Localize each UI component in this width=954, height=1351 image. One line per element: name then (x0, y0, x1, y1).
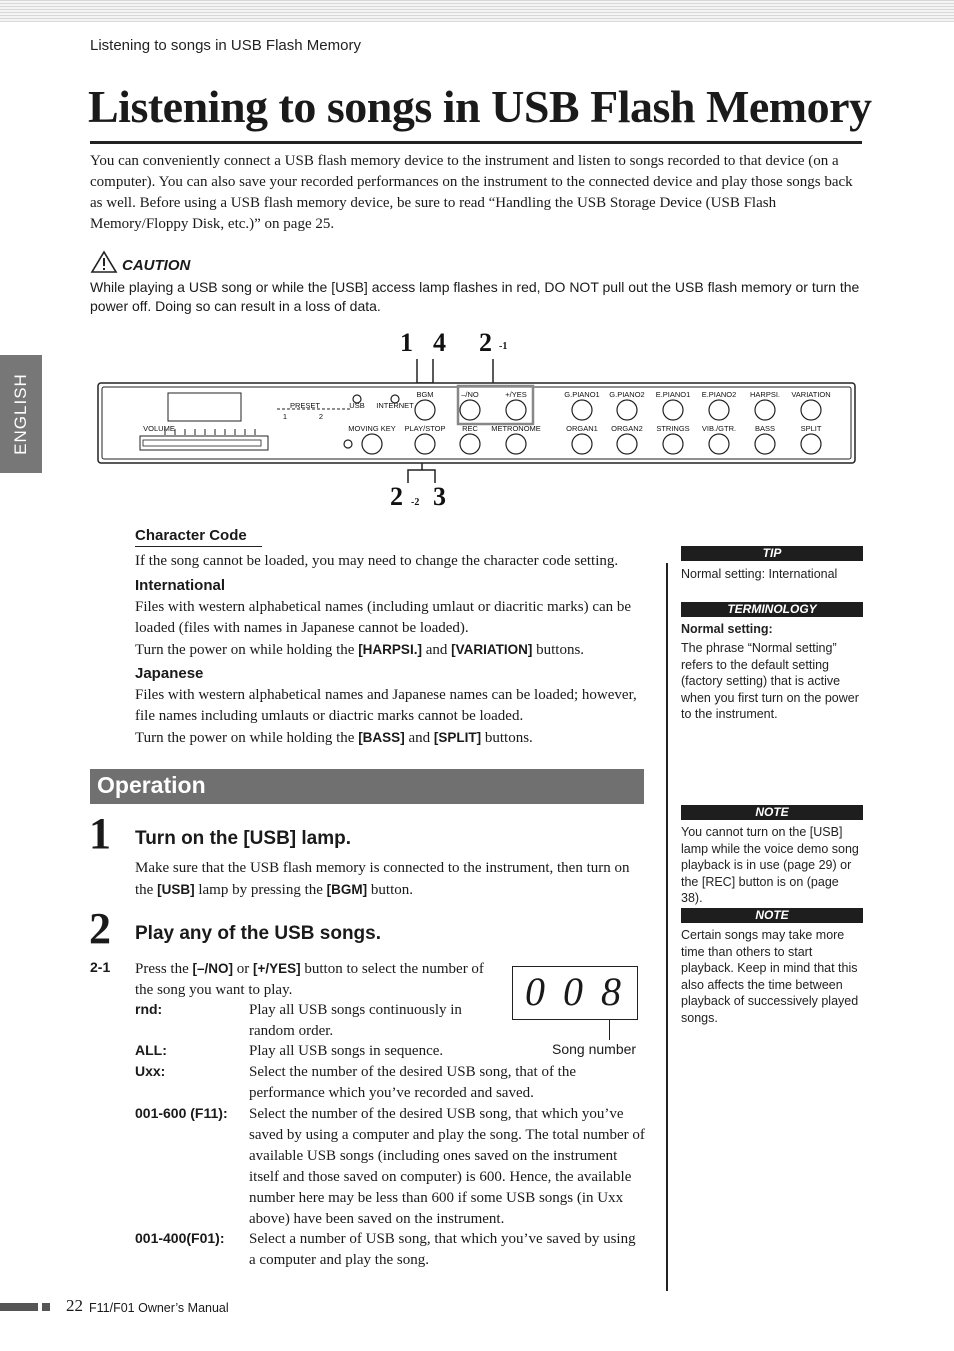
label-metronome: METRONOME (491, 424, 541, 433)
step1-text: Make sure that the USB flash memory is connected to the instrument, then turn on the [USB] lamp by pressing the [BGM] button. (135, 860, 630, 898)
display-digits: 0 0 8 (525, 969, 625, 1014)
page-title: Listening to songs in USB Flash Memory (88, 81, 872, 132)
label-organ1: ORGAN1 (566, 424, 598, 433)
label-strings: STRINGS (656, 424, 690, 433)
label-preset: PRESET (289, 401, 321, 410)
label-internet: INTERNET (376, 401, 414, 410)
step2-title: Play any of the USB songs. (135, 923, 381, 944)
desc-001-600: Select the number of the desired USB song, that which you’ve saved by using a computer and play the song. The total number of available USB songs (including ones saved on the instrument itself and those saved on computer) is 600. Hence, the available number here may be less than 600 if some USB songs (in Uxx above) have been saved on the instrument. (249, 1106, 645, 1227)
sidebar-divider (666, 563, 668, 1291)
character-code-intro: If the song cannot be loaded, you may need to change the character code setting. (135, 553, 619, 569)
callout-2-2-sub: -2 (411, 497, 420, 508)
label-gpiano1: G.PIANO1 (564, 390, 600, 399)
caution-icon (90, 250, 118, 279)
display-caption: Song number (552, 1041, 637, 1057)
international-instruction: Turn the power on while holding the [HARPSI.] and [VARIATION] buttons. (135, 642, 585, 658)
desc-001-400: Select a number of USB song, that which you’ve saved by using a computer and play the song. (249, 1231, 636, 1268)
song-number-display (512, 966, 638, 1020)
step1-number: 1 (89, 809, 111, 858)
top-decorative-bar (0, 0, 954, 22)
label-1: 1 (282, 412, 288, 421)
step1-title: Turn on the [USB] lamp. (135, 828, 352, 849)
japanese-heading: Japanese (135, 665, 204, 682)
note2-text: Certain songs may take more time than others to start playback. Keep in mind that this also affects the time between playback of successively played songs. (681, 928, 859, 1025)
footer-square (42, 1303, 50, 1311)
label-epiano1: E.PIANO1 (655, 390, 691, 399)
callout-2-1: 2 (479, 328, 492, 357)
terminology-label: TERMINOLOGY (681, 602, 863, 617)
label-epiano2: E.PIANO2 (701, 390, 737, 399)
display-leader-line (609, 1020, 610, 1040)
callout-1: 1 (400, 328, 413, 357)
title-rule (90, 141, 862, 144)
term-all: ALL: (135, 1042, 167, 1058)
caution-label: CAUTION (122, 257, 191, 274)
caution-text: While playing a USB song or while the [USB] access lamp flashes in red, DO NOT pull out the USB flash memory or turn the power off. Doing so can result in a loss of data. (90, 279, 860, 314)
term-001-600: 001-600 (F11): (135, 1105, 228, 1121)
label-2: 2 (318, 412, 324, 421)
label-rec: REC (462, 424, 478, 433)
tip-label: TIP (681, 546, 863, 561)
desc-all: Play all USB songs in sequence. (249, 1043, 444, 1059)
label-yes: +/YES (505, 390, 527, 399)
operation-heading-bar (90, 769, 644, 804)
operation-heading: Operation (97, 772, 206, 798)
footer-bar (0, 1303, 38, 1311)
label-bgm: BGM (416, 390, 434, 399)
manual-title: F11/F01 Owner’s Manual (89, 1301, 229, 1315)
terminology-text: The phrase “Normal setting” refers to the default setting (factory setting) that is active when you first turn on the power to the instrument. (681, 641, 859, 721)
substep-text: Press the [–/NO] or [+/YES] button to select the number of the song you want to play. (135, 961, 484, 998)
note1-label: NOTE (681, 805, 863, 820)
label-play-stop: PLAY/STOP (404, 424, 446, 433)
term-001-400: 001-400(F01): (135, 1230, 225, 1246)
japanese-text: Files with western alphabetical names and Japanese names can be loaded; however, file names including umlauts or diactric marks cannot be loaded. (135, 687, 637, 724)
callout-2-2: 2 (390, 482, 403, 511)
terminology-heading: Normal setting: (681, 622, 773, 636)
step2-number: 2 (89, 904, 111, 953)
label-vib-gtr: VIB./GTR. (701, 424, 737, 433)
japanese-instruction: Turn the power on while holding the [BASS] and [SPLIT] buttons. (135, 730, 533, 746)
desc-rnd: Play all USB songs continuously in random order. (249, 1002, 462, 1039)
desc-uxx: Select the number of the desired USB song, that of the performance which you’ve recorded and saved. (249, 1064, 577, 1101)
international-text: Files with western alphabetical names (including umlaut or diacritic marks) can be loaded (files with names in Japanese cannot be loaded). (135, 599, 632, 636)
page-number: 22 (66, 1296, 83, 1315)
callout-2-1-sub: -1 (499, 341, 508, 352)
tip-text: Normal setting: International (681, 567, 838, 581)
callout-3: 3 (433, 482, 446, 511)
label-bass: BASS (754, 424, 776, 433)
intro-paragraph: You can conveniently connect a USB flash memory device to the instrument and listen to songs recorded to that device (on a computer). You can also save your recorded performances on the instrument to the connected device and play those songs back as well. Before using a USB flash memory device, be sure to read “Handling the USB Storage Device (USB Flash Memory/Floppy Disk, etc.)” on page 25. (90, 153, 853, 232)
label-organ2: ORGAN2 (611, 424, 643, 433)
note2-label: NOTE (681, 908, 863, 923)
label-volume: VOLUME (143, 424, 175, 433)
note1-text: You cannot turn on the [USB] lamp while the voice demo song playback is in use (page 29) or the [REC] button is on (page 38). (681, 825, 859, 905)
running-header: Listening to songs in USB Flash Memory (90, 37, 361, 54)
label-gpiano2: G.PIANO2 (609, 390, 645, 399)
label-harpsi: HARPSI. (749, 390, 781, 399)
callout-4: 4 (433, 328, 446, 357)
character-code-heading: Character Code (135, 527, 262, 547)
language-tab-label: ENGLISH (11, 373, 30, 455)
language-side-tab (0, 355, 42, 473)
label-usb: USB (349, 401, 365, 410)
label-split: SPLIT (800, 424, 822, 433)
term-uxx: Uxx: (135, 1063, 166, 1079)
term-rnd: rnd: (135, 1001, 163, 1017)
label-variation: VARIATION (791, 390, 831, 399)
substep-label: 2-1 (90, 959, 111, 975)
label-no: –/NO (461, 390, 479, 399)
control-panel-diagram (95, 325, 860, 520)
label-moving-key: MOVING KEY (348, 424, 396, 433)
international-heading: International (135, 577, 226, 594)
